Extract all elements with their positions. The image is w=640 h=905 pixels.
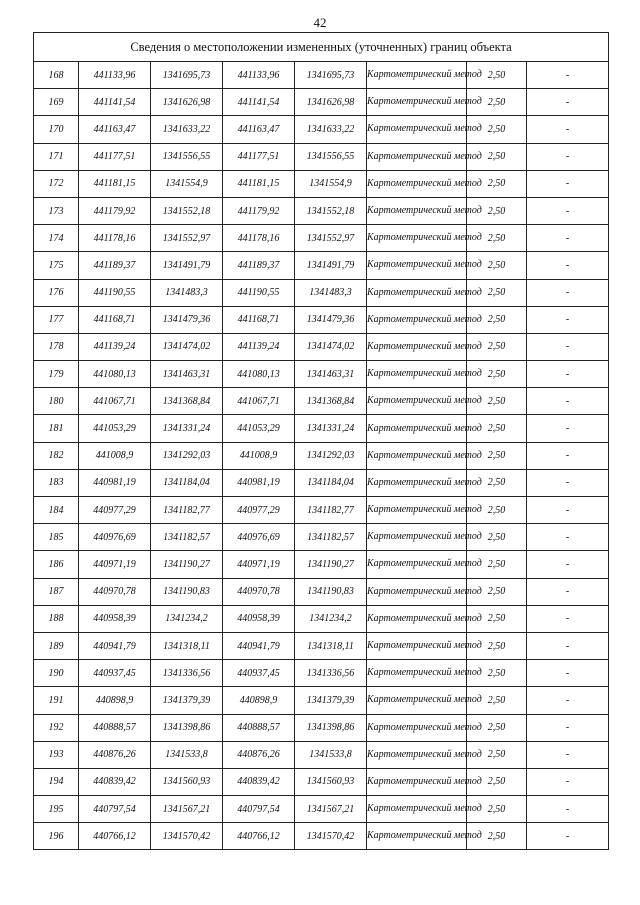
y-existing-cell: 1341483,3 bbox=[151, 279, 223, 306]
method-cell: Картометрический метод bbox=[367, 796, 467, 823]
table-row bbox=[34, 89, 609, 116]
x-existing-cell: 441067,71 bbox=[79, 388, 151, 415]
x-new-cell: 441177,51 bbox=[223, 143, 295, 170]
description-cell: - bbox=[527, 660, 609, 687]
point-number-cell: 176 bbox=[34, 279, 79, 306]
y-new-cell: 1341533,8 bbox=[295, 741, 367, 768]
point-number-cell: 178 bbox=[34, 333, 79, 360]
x-new-cell: 441179,92 bbox=[223, 197, 295, 224]
y-existing-cell: 1341463,31 bbox=[151, 361, 223, 388]
description-cell: - bbox=[527, 116, 609, 143]
y-new-cell: 1341318,11 bbox=[295, 632, 367, 659]
x-existing-cell: 440937,45 bbox=[79, 660, 151, 687]
x-new-cell: 440888,57 bbox=[223, 714, 295, 741]
y-new-cell: 1341695,73 bbox=[295, 62, 367, 89]
y-existing-cell: 1341398,86 bbox=[151, 714, 223, 741]
x-existing-cell: 440898,9 bbox=[79, 687, 151, 714]
method-cell: Картометрический метод bbox=[367, 143, 467, 170]
table-row bbox=[34, 170, 609, 197]
table-row bbox=[34, 143, 609, 170]
x-new-cell: 440937,45 bbox=[223, 660, 295, 687]
method-cell: Картометрический метод bbox=[367, 306, 467, 333]
y-new-cell: 1341182,57 bbox=[295, 524, 367, 551]
description-cell: - bbox=[527, 170, 609, 197]
method-cell: Картометрический метод bbox=[367, 116, 467, 143]
accuracy-cell: 2,50 bbox=[467, 143, 527, 170]
y-new-cell: 1341190,83 bbox=[295, 578, 367, 605]
method-cell: Картометрический метод bbox=[367, 632, 467, 659]
method-cell: Картометрический метод bbox=[367, 551, 467, 578]
point-number-cell: 172 bbox=[34, 170, 79, 197]
point-number-cell: 175 bbox=[34, 252, 79, 279]
table-row bbox=[34, 469, 609, 496]
y-existing-cell: 1341695,73 bbox=[151, 62, 223, 89]
x-new-cell: 440839,42 bbox=[223, 768, 295, 795]
table-row bbox=[34, 442, 609, 469]
y-new-cell: 1341398,86 bbox=[295, 714, 367, 741]
page-number: 42 bbox=[313, 15, 327, 30]
x-new-cell: 441189,37 bbox=[223, 252, 295, 279]
y-new-cell: 1341336,56 bbox=[295, 660, 367, 687]
y-existing-cell: 1341491,79 bbox=[151, 252, 223, 279]
x-new-cell: 440941,79 bbox=[223, 632, 295, 659]
y-new-cell: 1341552,97 bbox=[295, 225, 367, 252]
x-new-cell: 441133,96 bbox=[223, 62, 295, 89]
description-cell: - bbox=[527, 632, 609, 659]
y-new-cell: 1341554,9 bbox=[295, 170, 367, 197]
y-new-cell: 1341234,2 bbox=[295, 605, 367, 632]
description-cell: - bbox=[527, 442, 609, 469]
description-cell: - bbox=[527, 388, 609, 415]
x-existing-cell: 441181,15 bbox=[79, 170, 151, 197]
description-cell: - bbox=[527, 252, 609, 279]
x-new-cell: 441008,9 bbox=[223, 442, 295, 469]
x-new-cell: 441053,29 bbox=[223, 415, 295, 442]
point-number-cell: 195 bbox=[34, 796, 79, 823]
accuracy-cell: 2,50 bbox=[467, 524, 527, 551]
point-number-cell: 187 bbox=[34, 578, 79, 605]
y-existing-cell: 1341318,11 bbox=[151, 632, 223, 659]
accuracy-cell: 2,50 bbox=[467, 225, 527, 252]
table-row bbox=[34, 197, 609, 224]
x-existing-cell: 440970,78 bbox=[79, 578, 151, 605]
y-new-cell: 1341491,79 bbox=[295, 252, 367, 279]
y-new-cell: 1341626,98 bbox=[295, 89, 367, 116]
y-new-cell: 1341474,02 bbox=[295, 333, 367, 360]
y-new-cell: 1341190,27 bbox=[295, 551, 367, 578]
point-number-cell: 190 bbox=[34, 660, 79, 687]
point-number-cell: 169 bbox=[34, 89, 79, 116]
y-existing-cell: 1341234,2 bbox=[151, 605, 223, 632]
point-number-cell: 179 bbox=[34, 361, 79, 388]
x-new-cell: 440898,9 bbox=[223, 687, 295, 714]
y-existing-cell: 1341331,24 bbox=[151, 415, 223, 442]
point-number-cell: 191 bbox=[34, 687, 79, 714]
x-existing-cell: 441163,47 bbox=[79, 116, 151, 143]
y-new-cell: 1341379,39 bbox=[295, 687, 367, 714]
method-cell: Картометрический метод bbox=[367, 714, 467, 741]
description-cell: - bbox=[527, 768, 609, 795]
x-existing-cell: 440797,54 bbox=[79, 796, 151, 823]
x-new-cell: 440766,12 bbox=[223, 823, 295, 850]
point-number-cell: 193 bbox=[34, 741, 79, 768]
accuracy-cell: 2,50 bbox=[467, 170, 527, 197]
x-existing-cell: 440876,26 bbox=[79, 741, 151, 768]
accuracy-cell: 2,50 bbox=[467, 62, 527, 89]
point-number-cell: 186 bbox=[34, 551, 79, 578]
y-existing-cell: 1341190,27 bbox=[151, 551, 223, 578]
x-new-cell: 441080,13 bbox=[223, 361, 295, 388]
y-new-cell: 1341567,21 bbox=[295, 796, 367, 823]
description-cell: - bbox=[527, 497, 609, 524]
point-number-cell: 174 bbox=[34, 225, 79, 252]
description-cell: - bbox=[527, 279, 609, 306]
table-row bbox=[34, 823, 609, 850]
table-row bbox=[34, 524, 609, 551]
x-existing-cell: 441178,16 bbox=[79, 225, 151, 252]
description-cell: - bbox=[527, 306, 609, 333]
x-existing-cell: 441141,54 bbox=[79, 89, 151, 116]
y-existing-cell: 1341182,57 bbox=[151, 524, 223, 551]
table-row bbox=[34, 660, 609, 687]
accuracy-cell: 2,50 bbox=[467, 197, 527, 224]
y-existing-cell: 1341560,93 bbox=[151, 768, 223, 795]
table-row bbox=[34, 306, 609, 333]
x-existing-cell: 441168,71 bbox=[79, 306, 151, 333]
y-new-cell: 1341483,3 bbox=[295, 279, 367, 306]
description-cell: - bbox=[527, 605, 609, 632]
y-existing-cell: 1341368,84 bbox=[151, 388, 223, 415]
method-cell: Картометрический метод bbox=[367, 741, 467, 768]
x-existing-cell: 441177,51 bbox=[79, 143, 151, 170]
y-new-cell: 1341184,04 bbox=[295, 469, 367, 496]
x-existing-cell: 440839,42 bbox=[79, 768, 151, 795]
method-cell: Картометрический метод bbox=[367, 388, 467, 415]
table-title: Сведения о местоположении измененных (уточненных) границ объекта bbox=[34, 33, 609, 62]
accuracy-cell: 2,50 bbox=[467, 551, 527, 578]
method-cell: Картометрический метод bbox=[367, 89, 467, 116]
x-new-cell: 440970,78 bbox=[223, 578, 295, 605]
table-row bbox=[34, 497, 609, 524]
y-existing-cell: 1341182,77 bbox=[151, 497, 223, 524]
y-existing-cell: 1341474,02 bbox=[151, 333, 223, 360]
point-number-cell: 194 bbox=[34, 768, 79, 795]
x-new-cell: 440976,69 bbox=[223, 524, 295, 551]
accuracy-cell: 2,50 bbox=[467, 361, 527, 388]
x-new-cell: 441139,24 bbox=[223, 333, 295, 360]
accuracy-cell: 2,50 bbox=[467, 714, 527, 741]
accuracy-cell: 2,50 bbox=[467, 768, 527, 795]
description-cell: - bbox=[527, 361, 609, 388]
description-cell: - bbox=[527, 823, 609, 850]
x-existing-cell: 440981,19 bbox=[79, 469, 151, 496]
method-cell: Картометрический метод bbox=[367, 415, 467, 442]
x-existing-cell: 440976,69 bbox=[79, 524, 151, 551]
x-existing-cell: 441080,13 bbox=[79, 361, 151, 388]
accuracy-cell: 2,50 bbox=[467, 823, 527, 850]
accuracy-cell: 2,50 bbox=[467, 497, 527, 524]
y-new-cell: 1341368,84 bbox=[295, 388, 367, 415]
method-cell: Картометрический метод bbox=[367, 687, 467, 714]
x-existing-cell: 440941,79 bbox=[79, 632, 151, 659]
table-body bbox=[34, 62, 609, 850]
x-existing-cell: 441190,55 bbox=[79, 279, 151, 306]
y-new-cell: 1341552,18 bbox=[295, 197, 367, 224]
y-existing-cell: 1341336,56 bbox=[151, 660, 223, 687]
y-new-cell: 1341633,22 bbox=[295, 116, 367, 143]
point-number-cell: 182 bbox=[34, 442, 79, 469]
accuracy-cell: 2,50 bbox=[467, 632, 527, 659]
table-row bbox=[34, 578, 609, 605]
description-cell: - bbox=[527, 524, 609, 551]
point-number-cell: 177 bbox=[34, 306, 79, 333]
y-existing-cell: 1341552,97 bbox=[151, 225, 223, 252]
x-new-cell: 440971,19 bbox=[223, 551, 295, 578]
x-new-cell: 440876,26 bbox=[223, 741, 295, 768]
table-row bbox=[34, 388, 609, 415]
method-cell: Картометрический метод bbox=[367, 605, 467, 632]
y-new-cell: 1341331,24 bbox=[295, 415, 367, 442]
x-existing-cell: 440888,57 bbox=[79, 714, 151, 741]
method-cell: Картометрический метод bbox=[367, 768, 467, 795]
y-existing-cell: 1341633,22 bbox=[151, 116, 223, 143]
x-new-cell: 441168,71 bbox=[223, 306, 295, 333]
table-row bbox=[34, 551, 609, 578]
table-row bbox=[34, 741, 609, 768]
description-cell: - bbox=[527, 741, 609, 768]
method-cell: Картометрический метод bbox=[367, 361, 467, 388]
y-existing-cell: 1341626,98 bbox=[151, 89, 223, 116]
x-existing-cell: 440766,12 bbox=[79, 823, 151, 850]
table-row bbox=[34, 768, 609, 795]
accuracy-cell: 2,50 bbox=[467, 388, 527, 415]
accuracy-cell: 2,50 bbox=[467, 687, 527, 714]
x-new-cell: 441190,55 bbox=[223, 279, 295, 306]
y-existing-cell: 1341292,03 bbox=[151, 442, 223, 469]
x-existing-cell: 441133,96 bbox=[79, 62, 151, 89]
y-existing-cell: 1341554,9 bbox=[151, 170, 223, 197]
method-cell: Картометрический метод bbox=[367, 469, 467, 496]
point-number-cell: 189 bbox=[34, 632, 79, 659]
point-number-cell: 181 bbox=[34, 415, 79, 442]
y-existing-cell: 1341479,36 bbox=[151, 306, 223, 333]
table-row bbox=[34, 361, 609, 388]
table-row bbox=[34, 796, 609, 823]
accuracy-cell: 2,50 bbox=[467, 469, 527, 496]
table-row bbox=[34, 632, 609, 659]
table-row bbox=[34, 62, 609, 89]
point-number-cell: 196 bbox=[34, 823, 79, 850]
table-row bbox=[34, 225, 609, 252]
table-row bbox=[34, 714, 609, 741]
x-new-cell: 441163,47 bbox=[223, 116, 295, 143]
description-cell: - bbox=[527, 469, 609, 496]
y-existing-cell: 1341556,55 bbox=[151, 143, 223, 170]
point-number-cell: 173 bbox=[34, 197, 79, 224]
accuracy-cell: 2,50 bbox=[467, 306, 527, 333]
method-cell: Картометрический метод bbox=[367, 170, 467, 197]
point-number-cell: 168 bbox=[34, 62, 79, 89]
y-existing-cell: 1341379,39 bbox=[151, 687, 223, 714]
table-row bbox=[34, 605, 609, 632]
point-number-cell: 185 bbox=[34, 524, 79, 551]
accuracy-cell: 2,50 bbox=[467, 796, 527, 823]
description-cell: - bbox=[527, 796, 609, 823]
description-cell: - bbox=[527, 687, 609, 714]
description-cell: - bbox=[527, 333, 609, 360]
x-new-cell: 441067,71 bbox=[223, 388, 295, 415]
accuracy-cell: 2,50 bbox=[467, 116, 527, 143]
accuracy-cell: 2,50 bbox=[467, 89, 527, 116]
x-existing-cell: 440977,29 bbox=[79, 497, 151, 524]
description-cell: - bbox=[527, 143, 609, 170]
y-new-cell: 1341560,93 bbox=[295, 768, 367, 795]
method-cell: Картометрический метод bbox=[367, 442, 467, 469]
table-row bbox=[34, 687, 609, 714]
accuracy-cell: 2,50 bbox=[467, 741, 527, 768]
point-number-cell: 183 bbox=[34, 469, 79, 496]
point-number-cell: 184 bbox=[34, 497, 79, 524]
x-new-cell: 441181,15 bbox=[223, 170, 295, 197]
table-row bbox=[34, 333, 609, 360]
x-new-cell: 441141,54 bbox=[223, 89, 295, 116]
description-cell: - bbox=[527, 89, 609, 116]
x-existing-cell: 441179,92 bbox=[79, 197, 151, 224]
accuracy-cell: 2,50 bbox=[467, 660, 527, 687]
method-cell: Картометрический метод bbox=[367, 524, 467, 551]
method-cell: Картометрический метод bbox=[367, 62, 467, 89]
accuracy-cell: 2,50 bbox=[467, 578, 527, 605]
point-number-cell: 192 bbox=[34, 714, 79, 741]
y-new-cell: 1341570,42 bbox=[295, 823, 367, 850]
y-existing-cell: 1341567,21 bbox=[151, 796, 223, 823]
description-cell: - bbox=[527, 415, 609, 442]
table-row bbox=[34, 279, 609, 306]
table-row bbox=[34, 252, 609, 279]
description-cell: - bbox=[527, 62, 609, 89]
point-number-cell: 170 bbox=[34, 116, 79, 143]
method-cell: Картометрический метод bbox=[367, 252, 467, 279]
x-existing-cell: 441053,29 bbox=[79, 415, 151, 442]
x-existing-cell: 441139,24 bbox=[79, 333, 151, 360]
accuracy-cell: 2,50 bbox=[467, 442, 527, 469]
accuracy-cell: 2,50 bbox=[467, 333, 527, 360]
y-existing-cell: 1341570,42 bbox=[151, 823, 223, 850]
table-header-row bbox=[34, 33, 609, 62]
method-cell: Картометрический метод bbox=[367, 823, 467, 850]
boundary-coordinates-table bbox=[33, 32, 609, 850]
y-existing-cell: 1341533,8 bbox=[151, 741, 223, 768]
point-number-cell: 188 bbox=[34, 605, 79, 632]
method-cell: Картометрический метод bbox=[367, 333, 467, 360]
x-existing-cell: 441008,9 bbox=[79, 442, 151, 469]
y-new-cell: 1341479,36 bbox=[295, 306, 367, 333]
y-new-cell: 1341463,31 bbox=[295, 361, 367, 388]
accuracy-cell: 2,50 bbox=[467, 605, 527, 632]
method-cell: Картометрический метод bbox=[367, 279, 467, 306]
x-new-cell: 441178,16 bbox=[223, 225, 295, 252]
point-number-cell: 171 bbox=[34, 143, 79, 170]
accuracy-cell: 2,50 bbox=[467, 252, 527, 279]
x-existing-cell: 441189,37 bbox=[79, 252, 151, 279]
method-cell: Картометрический метод bbox=[367, 497, 467, 524]
x-new-cell: 440977,29 bbox=[223, 497, 295, 524]
description-cell: - bbox=[527, 551, 609, 578]
point-number-cell: 180 bbox=[34, 388, 79, 415]
y-existing-cell: 1341184,04 bbox=[151, 469, 223, 496]
x-existing-cell: 440958,39 bbox=[79, 605, 151, 632]
y-existing-cell: 1341190,83 bbox=[151, 578, 223, 605]
method-cell: Картометрический метод bbox=[367, 225, 467, 252]
x-new-cell: 440797,54 bbox=[223, 796, 295, 823]
method-cell: Картометрический метод bbox=[367, 660, 467, 687]
x-new-cell: 440958,39 bbox=[223, 605, 295, 632]
description-cell: - bbox=[527, 225, 609, 252]
y-new-cell: 1341556,55 bbox=[295, 143, 367, 170]
accuracy-cell: 2,50 bbox=[467, 279, 527, 306]
x-new-cell: 440981,19 bbox=[223, 469, 295, 496]
description-cell: - bbox=[527, 197, 609, 224]
method-cell: Картометрический метод bbox=[367, 578, 467, 605]
table-row bbox=[34, 415, 609, 442]
table-row bbox=[34, 116, 609, 143]
x-existing-cell: 440971,19 bbox=[79, 551, 151, 578]
method-cell: Картометрический метод bbox=[367, 197, 467, 224]
description-cell: - bbox=[527, 714, 609, 741]
y-new-cell: 1341182,77 bbox=[295, 497, 367, 524]
y-new-cell: 1341292,03 bbox=[295, 442, 367, 469]
description-cell: - bbox=[527, 578, 609, 605]
accuracy-cell: 2,50 bbox=[467, 415, 527, 442]
y-existing-cell: 1341552,18 bbox=[151, 197, 223, 224]
